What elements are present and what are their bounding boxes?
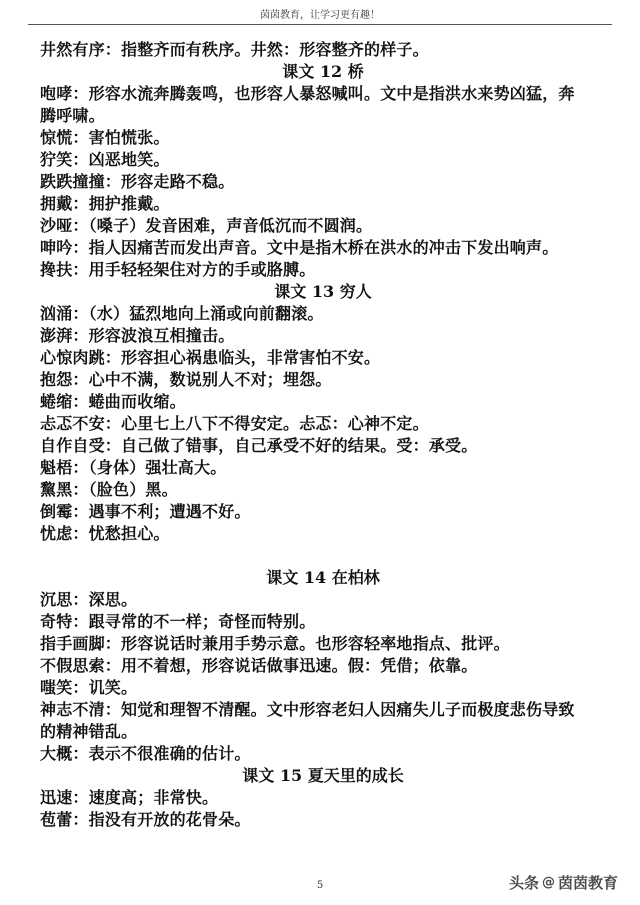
vocabulary-entry: 不假思索：用不着想，形容说话做事迅速。假：凭借；依靠。 [40, 656, 478, 675]
vocabulary-entry: 拥戴：拥护推戴。 [40, 194, 170, 213]
vocabulary-entry: 的精神错乱。 [40, 722, 138, 741]
at-icon: @ [541, 875, 555, 890]
vocabulary-entry: 汹涌：（水）猛烈地向上涌或向前翻滚。 [40, 304, 324, 323]
watermark-prefix: 头条 [508, 874, 539, 892]
vocabulary-entry: 澎湃：形容波浪互相撞击。 [40, 326, 235, 345]
vocabulary-entry: 咆哮：形容水流奔腾轰鸣，也形容人暴怒喊叫。文中是指洪水来势凶猛，奔 [40, 84, 575, 103]
vocabulary-entry: 自作自受：自己做了错事，自己承受不好的结果。受：承受。 [40, 436, 478, 455]
watermark-name: 茵茵教育 [557, 874, 618, 892]
lesson-title: 课文 15 夏天里的成长 [242, 766, 404, 785]
vocabulary-entry: 抱怨：心中不满，数说别人不对；埋怨。 [40, 370, 332, 389]
vocabulary-entry: 苞蕾：指没有开放的花骨朵。 [40, 810, 251, 829]
vocabulary-entry: 魁梧：（身体）强壮高大。 [40, 458, 227, 477]
vocabulary-entry: 指手画脚：形容说话时兼用手势示意。也形容轻率地指点、批评。 [40, 634, 510, 653]
header-rule [28, 24, 612, 25]
vocabulary-entry: 沙哑：（嗓子）发音困难，声音低沉而不圆润。 [40, 216, 373, 235]
vocabulary-entry: 跌跌撞撞：形容走路不稳。 [40, 172, 235, 191]
lesson-title: 课文 13 穷人 [274, 282, 372, 301]
vocabulary-entry: 大概：表示不很准确的估计。 [40, 744, 251, 763]
vocabulary-entry: 呻吟：指人因痛苦而发出声音。文中是指木桥在洪水的冲击下发出响声。 [40, 238, 559, 257]
vocabulary-entry: 忧虑：忧愁担心。 [40, 524, 170, 543]
vocabulary-entry: 迅速：速度高；非常快。 [40, 788, 219, 807]
vocabulary-entry: 奇特：跟寻常的不一样；奇怪而特别。 [40, 612, 316, 631]
vocabulary-entry: 倒霉：遇事不利；遭遇不好。 [40, 502, 251, 521]
document-body [40, 39, 606, 831]
vocabulary-entry: 狞笑：凶恶地笑。 [40, 150, 170, 169]
watermark [509, 872, 618, 893]
vocabulary-entry: 腾呼啸。 [40, 106, 105, 125]
vocabulary-entry: 心惊肉跳：形容担心祸患临头，非常害怕不安。 [40, 348, 381, 367]
vocabulary-entry: 沉思：深思。 [40, 590, 138, 609]
vocabulary-entry: 井然有序：指整齐而有秩序。井然：形容整齐的样子。 [40, 40, 429, 59]
vocabulary-entry: 神志不清：知觉和理智不清醒。文中形容老妇人因痛失儿子而极度悲伤导致 [40, 700, 575, 719]
lesson-title: 课文 12 桥 [282, 62, 364, 81]
vocabulary-entry: 黧黑：（脸色）黑。 [40, 480, 178, 499]
vocabulary-entry: 搀扶：用手轻轻架住对方的手或胳膊。 [40, 260, 316, 279]
blank-line [40, 545, 606, 567]
vocabulary-entry: 忐忑不安：心里七上八下不得安定。忐忑：心神不定。 [40, 414, 429, 433]
vocabulary-entry: 嗤笑：讥笑。 [40, 678, 138, 697]
page-number: 5 [316, 880, 324, 891]
lesson-title: 课文 14 在柏林 [266, 568, 380, 587]
page-header: 茵茵教育，让学习更有趣！ [260, 10, 380, 21]
vocabulary-entry: 惊慌：害怕慌张。 [40, 128, 170, 147]
vocabulary-entry: 蜷缩：蜷曲而收缩。 [40, 392, 186, 411]
